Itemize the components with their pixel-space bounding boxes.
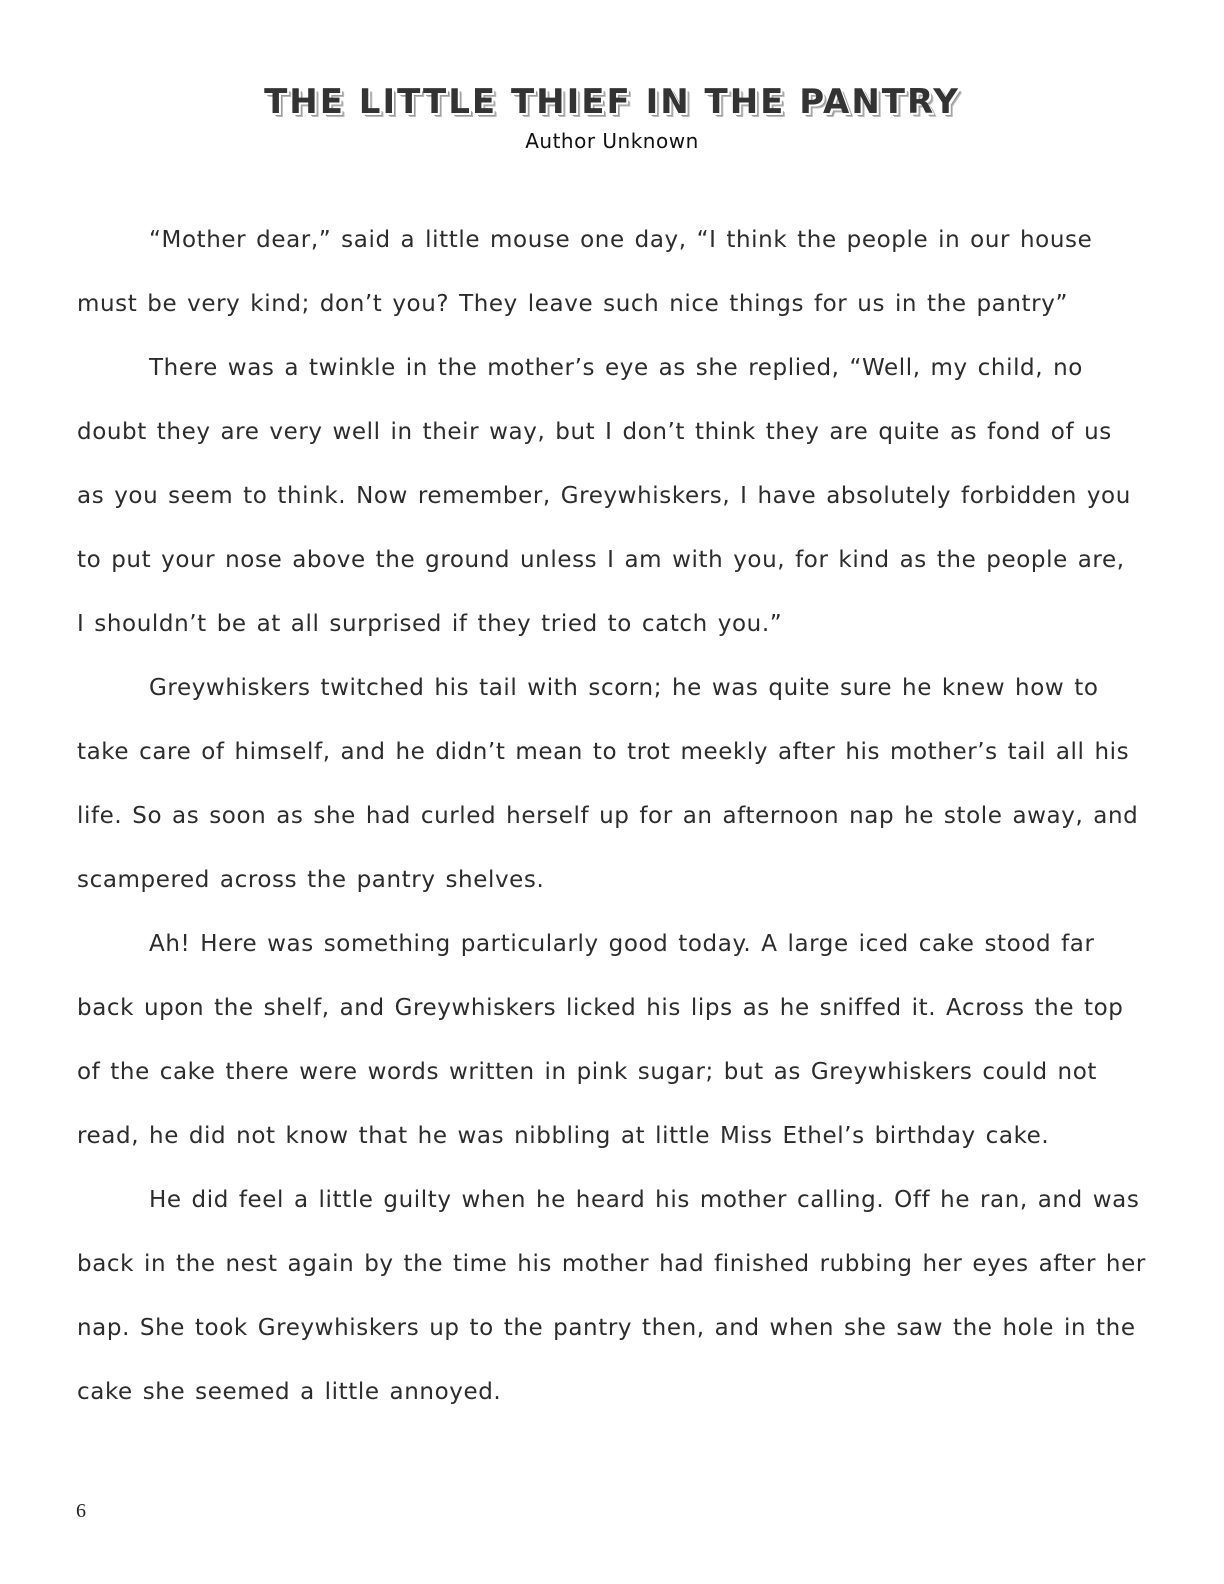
story-title: THE LITTLE THIEF IN THE PANTRY <box>264 82 960 122</box>
text-line: back upon the shelf, and Greywhiskers licked his lips as he sniffed it. Across the top <box>77 995 1124 1021</box>
story-body <box>77 208 1146 1424</box>
story-author: Author Unknown <box>525 129 699 153</box>
text-line: Greywhiskers twitched his tail with scorn; he was quite sure he knew how to <box>149 675 1099 701</box>
text-line: life. So as soon as she had curled herself up for an afternoon nap he stole away, and <box>77 803 1139 829</box>
paragraph <box>77 208 1137 336</box>
text-line: cake she seemed a little annoyed. <box>77 1379 502 1405</box>
text-line: back in the nest again by the time his mother had finished rubbing her eyes after her <box>77 1251 1146 1277</box>
text-line: nap. She took Greywhiskers up to the pantry then, and when she saw the hole in the <box>77 1315 1136 1341</box>
paragraph <box>77 656 1137 912</box>
paragraph <box>77 1168 1146 1424</box>
paragraph <box>77 336 1137 656</box>
paragraph <box>77 912 1137 1168</box>
text-line: Ah! Here was something particularly good today. A large iced cake stood far <box>149 931 1095 957</box>
text-line: of the cake there were words written in pink sugar; but as Greywhiskers could not <box>77 1059 1098 1085</box>
text-line: There was a twinkle in the mother’s eye as she replied, “Well, my child, no <box>149 355 1083 381</box>
text-line: scampered across the pantry shelves. <box>77 867 545 893</box>
text-line: take care of himself, and he didn’t mean to trot meekly after his mother’s tail all his <box>77 739 1130 765</box>
text-line: “Mother dear,” said a little mouse one day, “I think the people in our house <box>149 227 1093 253</box>
text-line: He did feel a little guilty when he heard his mother calling. Off he ran, and was <box>149 1187 1140 1213</box>
text-line: as you seem to think. Now remember, Greywhiskers, I have absolutely forbidden you <box>77 483 1131 509</box>
page-number: 6 <box>76 1500 86 1522</box>
text-line: read, he did not know that he was nibbling at little Miss Ethel’s birthday cake. <box>77 1123 1050 1149</box>
text-line: doubt they are very well in their way, but I don’t think they are quite as fond of us <box>77 419 1112 445</box>
text-line: to put your nose above the ground unless I am with you, for kind as the people are, <box>77 547 1125 573</box>
text-line: I shouldn’t be at all surprised if they tried to catch you.” <box>77 611 783 637</box>
text-line: must be very kind; don’t you? They leave such nice things for us in the pantry” <box>77 291 1068 317</box>
